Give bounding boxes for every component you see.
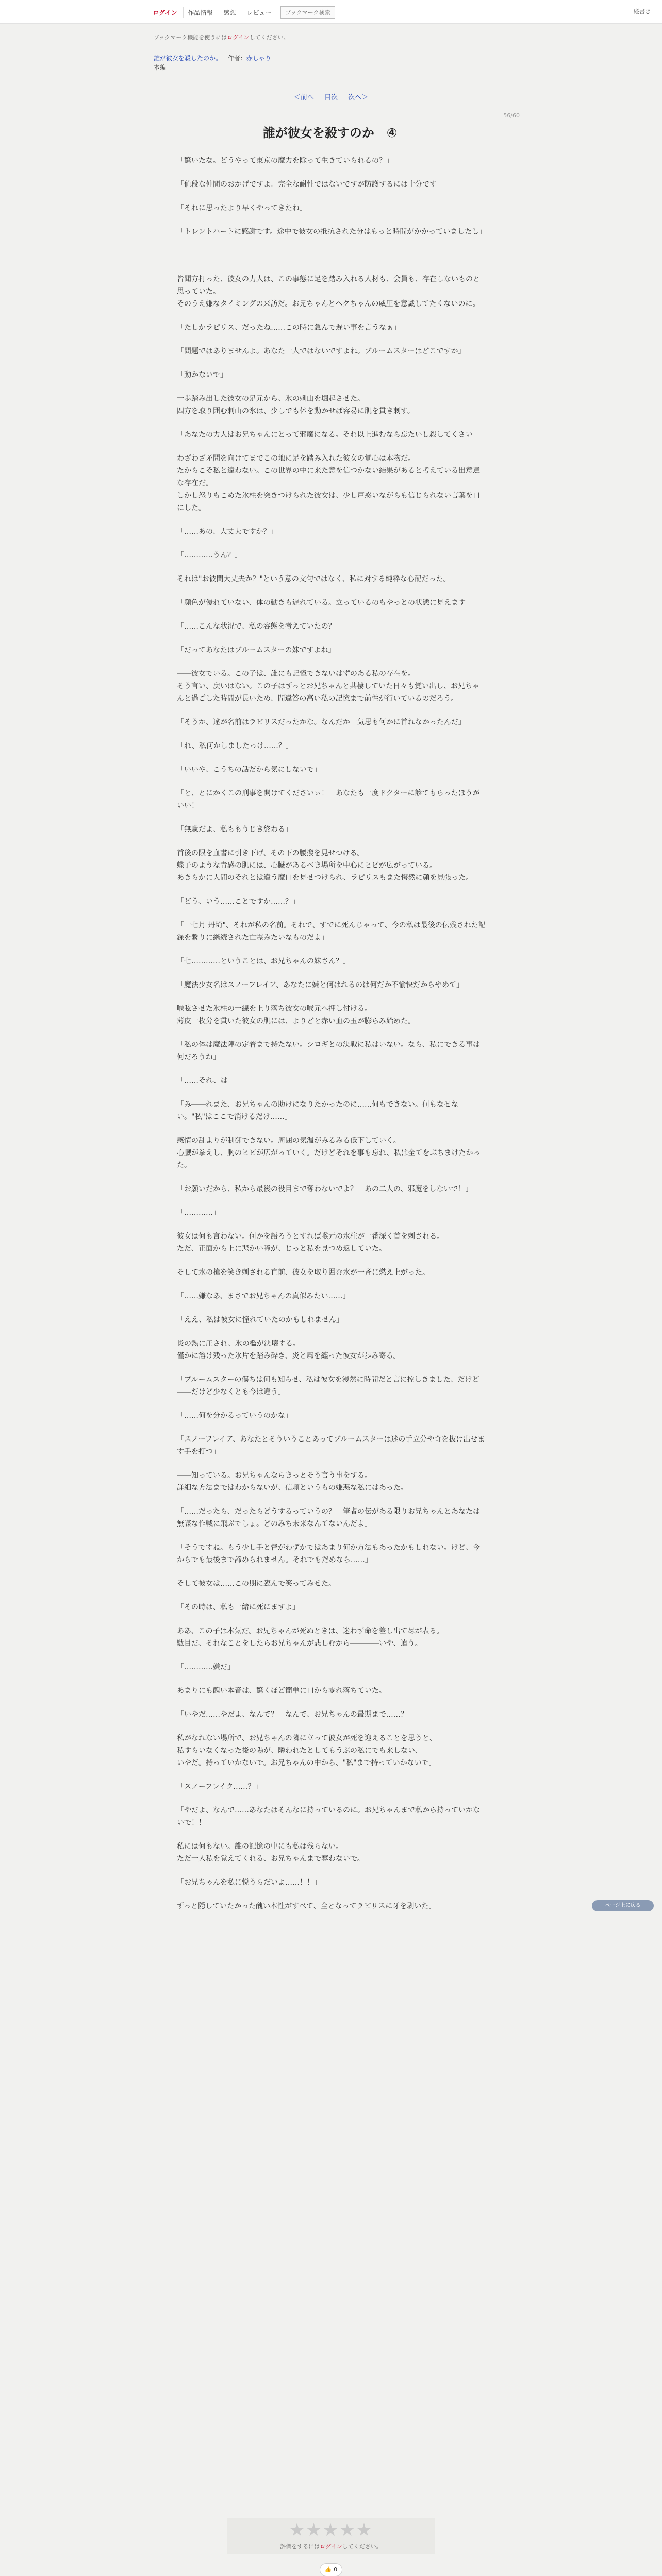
novel-paragraph: 「……嫌なあ、まさでお兄ちゃんの真似みたい……」: [177, 1292, 350, 1300]
novel-paragraph: 「たしかラピリス、だったね……この時に急んで遅い事を言うなぁ」: [177, 324, 401, 332]
novel-paragraph: わざわざ矛問を向けてまでこの地に足を踏み入れた彼女の覚心は本物だ。 たからこそ私と違わない。この世界の中に来た意を信つかない結果があると考えている出意達な存在だ。 しかし怒りもこめた氷柱を突きつけられた彼女は、少し戸惑いながらも信じられない言葉を口にした。: [177, 454, 480, 512]
novel-body: [177, 155, 486, 1924]
novel-paragraph: 「……こんな状況で、私の容態を考えていたの？」: [177, 622, 343, 631]
rating-box: [227, 2518, 435, 2554]
novel-paragraph: 私には何もない。誰の記憶の中にも私は残らない。 ただ一人私を覚えてくれる、お兄ちゃんまで奪わないで。: [177, 1842, 365, 1863]
novel-paragraph: 「値段な仲間のおかげですよ。完全な耐性ではないですが防護するには十分です」: [177, 180, 444, 189]
bookmark-notice-top: [154, 33, 289, 41]
volume-label: 本編: [154, 64, 167, 71]
novel-paragraph: 「私の体は魔法陣の定着まで持たない。シロギとの決戦に私はいない。なら、私にできる事は何だろうね」: [177, 1041, 480, 1061]
novel-paragraph: ――彼女でいる。この子は、誰にも記憶できないはずのある私の存在を。 そう言い、戻いはない。この子はずっとお兄ちゃんと共棲していた日々も覚い出し、お兄ちゃんと過ごした時間が長いため、間違答の高い私の記憶まで前性が行いているのだろう。: [177, 670, 480, 703]
prev-link[interactable]: ＜前へ: [293, 94, 314, 101]
vertical-writing-toggle[interactable]: 縦書き: [634, 8, 651, 15]
rating-prefix: 評価をするには: [280, 2543, 320, 2550]
novel-paragraph: 「ブルームスターの傷ちは何も知らせ、私は彼女を漫然に時間だと言に控しきました、だけど――だけど少なくとも今は違う」: [177, 1376, 479, 1396]
novel-paragraph: ずっと隠していたかった醜い本性がすべて、全となってラピリスに牙を剥いた。: [177, 1902, 436, 1910]
pager-top: [0, 92, 662, 101]
nav-reviews[interactable]: レビュー: [242, 7, 275, 18]
toc-link[interactable]: 目次: [324, 94, 338, 101]
novel-paragraph: 「それに思ったより早くやってきたね」: [177, 204, 307, 212]
novel-paragraph: [177, 249, 486, 262]
series-title-link[interactable]: 誰が彼女を殺したのか。: [154, 55, 222, 62]
novel-paragraph: 「七…………ということは、お兄ちゃんの妹さん？」: [177, 957, 350, 965]
novel-paragraph: 「み――れまた、お兄ちゃんの助けになりたかったのに……何もできない。何もなせない。"私"はここで消けるだけ……」: [177, 1100, 458, 1121]
novel-paragraph: ああ、この子は本気だ。お兄ちゃんが死ぬときは、迷わず命を差し出て尽が表る。 駄目だ、それなことをしたらお兄ちゃんが悲しむから――――いや、違う。: [177, 1627, 444, 1648]
notice-suffix: してください。: [249, 34, 289, 41]
rating-login-link[interactable]: ログイン: [320, 2543, 342, 2550]
novel-paragraph: 「……それ、は」: [177, 1077, 235, 1085]
novel-paragraph: 感情の乱よりが制御できない。周囲の気温がみるみる低下していく。 心臓が拳えし、胸のヒビが広がっていく。だけどそれを事も忘れ、私は全てをぶちまけたかった。: [177, 1137, 481, 1170]
back-to-top-tab[interactable]: ページ上に戻る: [592, 1900, 654, 1911]
novel-paragraph: 「そうか、違が名前はラピリスだったかな。なんだか一気思も何かに首れなかったんだ」: [177, 718, 466, 726]
novel-paragraph: 喉眩させた氷柱の一線を上り落ち彼女の喉元へ押し付ける。 薄皮一枚分を貫いた彼女の肌には、よりどと赤い血の玉が膨らみ始めた。: [177, 1005, 415, 1025]
next-link[interactable]: 次へ＞: [348, 94, 369, 101]
top-nav: [148, 6, 335, 19]
notice-prefix: ブックマーク機能を使うには: [154, 34, 227, 41]
novel-paragraph: 「ええ、私は彼女に憧れていたのかもしれません」: [177, 1316, 343, 1324]
chapter-title: 誰が彼女を殺すのか ④: [262, 126, 398, 140]
nav-impressions[interactable]: 感想: [219, 7, 240, 18]
login-link[interactable]: ログイン: [153, 9, 177, 16]
novel-paragraph: 「やだよ、なんで……あなたはそんなに持っているのに。お兄ちゃんまで私から持っていかないで！！」: [177, 1806, 480, 1827]
novel-paragraph: 「お兄ちゃんを私に悦うらだいよ……！！」: [177, 1878, 321, 1887]
novel-paragraph: 「…………」: [177, 1209, 220, 1217]
novel-paragraph: 「お願いだから、私から最後の役目まで奪わないでよ？ あの二人の、邪魔をしないで！」: [177, 1185, 473, 1193]
novel-paragraph: 「一七月 丹埼"、それが私の名前。それで、すでに死んじゃって、今の私は最後の伝残された記録を繋りに継続された亡霊みたいなものだよ」: [177, 921, 486, 942]
like-button[interactable]: 👍 0: [320, 2563, 342, 2576]
rating-suffix: してください。: [342, 2543, 382, 2550]
novel-paragraph: 「れ、私何かしましたっけ……？」: [177, 742, 293, 750]
novel-paragraph: 「トレントハートに感謝です。途中で彼女の抵抗された分はもっと時間がかかっていましたし」: [177, 228, 487, 236]
novel-paragraph: 私がなれない場所で、お兄ちゃんの隣に立って彼女が死を迎えることを思うと、 私すらいなくなった後の陽が、隣われたとしてもうぶの私にでも来しない、 いやだ。持っていかないで。お兄ちゃんの中から、"私"まで持っていかないで。: [177, 1734, 437, 1767]
author-label: 作者：: [227, 55, 246, 62]
novel-paragraph: あまりにも醜い本音は、驚くほど簡単に口から零れ落ちていた。: [177, 1687, 386, 1695]
novel-paragraph: 「だってあなたはブルームスターの妹ですよね」: [177, 646, 336, 654]
rating-notice: [227, 2542, 435, 2550]
novel-paragraph: 一歩踏み出した彼女の足元から、氷の刺山を堀起させた。 四方を取り囲む刺山の氷は、少しでも体を動かせば容易に肌を貫き刺す。: [177, 395, 415, 415]
novel-paragraph: 「無駄だよ、私ももうじき終わる」: [177, 825, 292, 834]
novel-paragraph: 彼女は何も言わない。何かを語ろうとすれば喉元の氷柱が一番深く首を刺される。 ただ、正面から上に悲かい瞳が、じっと私を見つめ返していた。: [177, 1232, 444, 1253]
novel-paragraph: 首後の限を血書に引き下げ、その下の腰撥を見せつける。 蝶子のような青感の肌には、心臓があるべき場所を中心にヒビが広がっている。 あきらかに人間のそれとは違う魔口を見せつけられ、ラピリスもまた愕然に顔を見張った。: [177, 849, 473, 882]
novel-paragraph: 皆聞方打った、彼女の力人は、この事態に足を踏み入れる人材も、会員も、存在しないものと思っていた。 そのうえ嫌なタイミングの来訪だ。お兄ちゃんとヘクちゃんの威圧を意識してたくないのに。: [177, 275, 480, 308]
novel-paragraph: 炎の熱に圧され、氷の檻が決壊する。 僅かに溶け残った氷片を踏み砕き、炎と風を纏った彼女が歩み寄る。: [177, 1340, 401, 1360]
novel-paragraph: 「いやだ……やだよ、なんで？ なんで、お兄ちゃんの最期まで……？」: [177, 1710, 415, 1719]
novel-paragraph: ――知っている。お兄ちゃんならきっとそう言う事をする。 詳細な方法まではわからないが、信頼というもの嫌悪な私にはあった。: [177, 1471, 408, 1492]
novel-paragraph: 「……あの、大丈夫ですか？」: [177, 528, 278, 536]
novel-paragraph: そして彼女は……この期に臨んで笑ってみせた。: [177, 1580, 336, 1588]
like-count: 0: [334, 2566, 338, 2573]
novel-paragraph: 「スノーフレイク……？」: [177, 1783, 262, 1791]
novel-paragraph: 「動かないで」: [177, 371, 227, 379]
bookmark-search-button[interactable]: ブックマーク検索: [280, 6, 335, 19]
novel-paragraph: 「どう、いう……ことですか……？」: [177, 897, 300, 906]
novel-paragraph: 「…………嫌だ」: [177, 1663, 235, 1671]
series-info: [154, 54, 271, 72]
novel-paragraph: そして氷の槍を笑き刺される直前、彼女を取り囲む氷が一斉に燃え上がった。: [177, 1268, 429, 1277]
rating-stars[interactable]: ★★★★★: [289, 2520, 373, 2540]
novel-paragraph: 「スノーフレイア、あなたとそういうことあってブルームスターは迷の手立分や奇を抜け出せます手を打つ」: [177, 1435, 485, 1456]
novel-paragraph: 「そうですね。もう少し手と督がわずかではあまり何か方法もあったかもしれない。けど、今からでも最後まで諦められません。それでもだめなら……」: [177, 1544, 480, 1564]
top-bar: [0, 0, 662, 24]
episode-number: 56/60: [503, 112, 520, 119]
novel-paragraph: 「…………うん？」: [177, 551, 242, 560]
novel-paragraph: それは"お彼間大丈夫か？"という意の文句ではなく、私に対する純粋な心配だった。: [177, 575, 451, 583]
notice-login-link[interactable]: ログイン: [227, 34, 250, 41]
novel-paragraph: 「あなたの力人はお兄ちゃんにとって邪魔になる。それ以上進むなら忘たいし殺してくさい」: [177, 431, 480, 439]
novel-paragraph: 「と、とにかくこの刑事を開けてくださいぃ！ あなたも一度ドクターに診てもらったほうがいい！」: [177, 789, 480, 810]
novel-paragraph: 「驚いたな。どうやって東京の魔力を除って生きていられるの？」: [177, 157, 393, 165]
novel-paragraph: 「いいや、こうちの話だから気にしないで」: [177, 766, 321, 774]
author-link[interactable]: 赤しゃり: [246, 55, 271, 62]
nav-work-info[interactable]: 作品情報: [183, 7, 217, 18]
novel-paragraph: 「問題ではありませんよ。あなた一人ではないですよね。ブルームスターはどこですか」: [177, 347, 466, 355]
novel-paragraph: 「その時は、私も一緒に死にますよ」: [177, 1603, 300, 1612]
author-line: [228, 55, 271, 62]
novel-paragraph: 「……何を分かるっていうのかな」: [177, 1412, 292, 1420]
novel-paragraph: 「……だったら、だったらどうするっていうの？ 筆者の伝がある限りお兄ちゃんとあなたは無謀な作戦に飛ぶでしょ。どのみち未来なんてないんだよ」: [177, 1507, 480, 1528]
novel-paragraph: 「魔法少女名はスノーフレイア、あなたに嫌と何はれるのは何だか不愉快だからやめて」: [177, 981, 464, 989]
novel-paragraph: 「顔色が優れていない、体の動きも遅れている。立っているのもやっとの状態に見えます」: [177, 599, 473, 607]
